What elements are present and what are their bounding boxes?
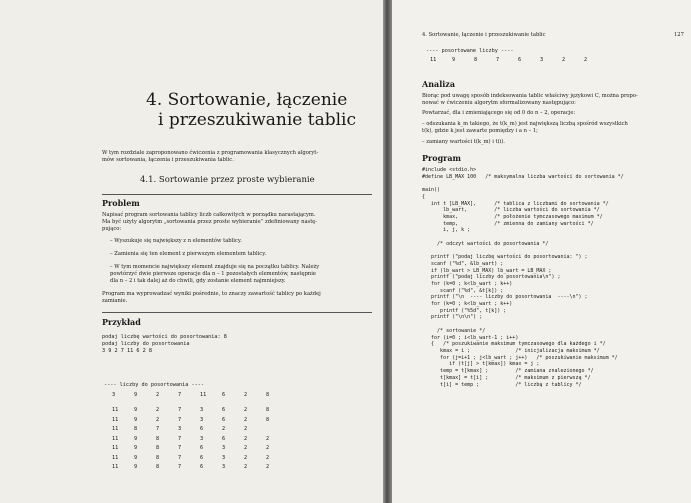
result-table [112, 392, 288, 474]
table-cell: 2 [266, 454, 270, 461]
table-cell: 9 [134, 407, 138, 413]
step-item: dla n – 2 i tak dalej aż do chwili, gdy zostanie element najmniejszy. [110, 278, 286, 284]
example-line: 3 9 2 7 11 6 2 8 [102, 348, 152, 354]
problem-line: Napisać program sortowania tablicy liczb całkowitych w porządku narastającym. [102, 212, 316, 218]
table-cell: 8 [266, 392, 270, 398]
sorted-cell: 2 [584, 57, 588, 63]
table-cell: 6 [200, 445, 204, 451]
table-cell: 2 [222, 426, 226, 432]
table-cell: 8 [156, 435, 160, 442]
table-cell: 8 [266, 416, 270, 423]
table-cell: 11 [112, 464, 119, 470]
intro-line1: W tym rozdziale zaproponowano ćwiczenia z programowania klasycznych algoryt- [102, 150, 319, 156]
step-item: – Zamienia się ten element z pierwszym elementem tablicy. [110, 251, 267, 257]
program-heading: Program [422, 153, 462, 163]
right-page [392, 0, 691, 503]
table-cell: 11 [112, 435, 119, 442]
section-title: 4.1. Sortowanie przez proste wybieranie [140, 175, 315, 185]
table-cell: 7 [178, 416, 182, 423]
table-cell: 7 [178, 407, 182, 413]
table-cell: 11 [112, 454, 119, 461]
divider [102, 312, 372, 313]
table-cell: 2 [266, 435, 270, 442]
table-cell: 3 [222, 454, 226, 461]
table-cell: 2 [244, 407, 248, 413]
table-cell: 6 [200, 454, 204, 461]
table-cell: 7 [178, 445, 182, 451]
page-number: 127 [674, 32, 684, 38]
program-code: #include <stdio.h> #define LB_MAX 100 /* maksymalna liczba wartości do sortowania */ main() { int t [LB_MAX], /* tablica z liczbami do sortowania */ lb_wart, /* liczba wartości do sortowania */ kmax, /* położenie tymczasowego maximum */ temp, /* zmienna do zamiany wartości */ i, j, k ; /* odczyt wartości do posortowania */ printf ("podaj liczbę wartości do posortowania: ") ; scanf ("%d", &lb_wart) ; if (lb_wart > LB_MAX) lb_wart = LB_MAX ; printf ("podaj liczby do posortowania\n") ; for (k=0 ; k<lb_wart ; k++) scanf ("%d", &t[k]) ; printf ("\n ---- liczby do posortowania ----\n") ; for (k=0 ; k<lb_wart ; k++) printf ("%5d", t[k]) ; printf ("\n\n") ; /* sortowanie */ for (i=0 ; i<lb_wart-1 ; i++) { /* poszukiwanie maksimum tymczasowego dla każdego i */ kmax = i ; /* inicjalizacja maksimum */ for (j=i+1 ; j<lb_wart ; j++) /* poszukiwanie maksimum */ if (t[j] > t[kmax]) kmax = j ; temp = t[kmax] ; /* zamiana znalezionego */ t[kmax] = t[i] ; /* maksimum z pierwszą */ t[i] = temp ; /* liczbą z tablicy */ [422, 167, 624, 388]
table-cell: 2 [266, 464, 270, 470]
table-cell: 3 [222, 464, 226, 470]
table-cell: 2 [244, 392, 248, 398]
table-cell: 3 [178, 426, 182, 432]
problem-line: pująco: [102, 226, 122, 232]
table-row [112, 426, 288, 433]
table-cell: 9 [134, 416, 138, 423]
table-cell: 11 [112, 407, 119, 413]
table-cell: 9 [134, 445, 138, 451]
table-cell: 11 [112, 426, 119, 432]
divider [102, 194, 372, 195]
table-cell: 11 [200, 392, 207, 398]
sorted-values [430, 57, 606, 64]
table-cell: 2 [156, 392, 160, 398]
analiza-line: Powtarzać, dla i zmieniającego się od 0 do n – 2, operacje: [422, 110, 576, 116]
chapter-title-line1: 4. Sortowanie, łączenie [146, 90, 348, 110]
table-row [112, 445, 288, 452]
table-cell: 3 [200, 416, 204, 423]
intro-line2: mów sortowania, łączenia i przeszukiwania tablic. [102, 157, 234, 163]
table-cell: 3 [200, 407, 204, 413]
table-cell: 3 [222, 445, 226, 451]
table-cell: 6 [200, 464, 204, 470]
analiza-line: Biorąc pod uwagę sposób indeksowania tablic właściwy językowi C, można propo- [422, 93, 638, 99]
table-cell: 9 [134, 464, 138, 470]
example-heading: Przykład [102, 317, 141, 327]
table-cell: 6 [222, 392, 226, 398]
table-cell: 6 [200, 426, 204, 432]
table-row [112, 436, 288, 443]
table-cell: 2 [244, 464, 248, 470]
book-spine [383, 0, 392, 503]
sorted-cell: 6 [518, 57, 522, 63]
sorted-cell: 3 [540, 57, 544, 63]
table-cell: 2 [244, 445, 248, 451]
table-cell: 8 [156, 464, 160, 470]
sorted-cell: 8 [474, 57, 478, 63]
table-cell: 7 [178, 464, 182, 470]
table-cell: 8 [266, 407, 270, 413]
sorted-cell: 2 [562, 57, 566, 63]
table-row [112, 407, 288, 414]
table-cell: 8 [134, 426, 138, 432]
sorted-cell: 7 [496, 57, 500, 63]
table-cell: 2 [156, 407, 160, 413]
example-line: podaj liczbę wartości do posortowania: 8 [102, 334, 227, 340]
sorted-cell: 11 [430, 57, 437, 63]
example-line: podaj liczby do posortowania [102, 341, 190, 347]
table-cell: 2 [244, 435, 248, 442]
sorted-header: ---- posortowane liczby ---- [426, 48, 514, 54]
table-row [112, 417, 288, 424]
problem-line: Ma być użyty algorytm „sortowania przez proste wybieranie” zdefiniowany nastę- [102, 219, 318, 225]
analiza-line: – zamiany wartości t(k_m) i t(i). [422, 139, 505, 145]
table-cell: 2 [244, 426, 248, 432]
table-cell: 3 [200, 435, 204, 442]
table-cell: 2 [266, 445, 270, 451]
problem-heading: Problem [102, 198, 140, 208]
sorted-cell: 9 [452, 57, 456, 63]
table-cell: 7 [178, 392, 182, 398]
table-cell: 9 [134, 392, 138, 398]
chapter-title-line2: i przeszukiwanie tablic [158, 110, 357, 130]
table-header: ---- liczby do posortowania ---- [104, 382, 204, 388]
table-cell: 11 [112, 445, 119, 451]
table-cell: 7 [178, 435, 182, 442]
table-cell: 8 [156, 445, 160, 451]
output-line1: Program ma wyprowadzać wyniki pośrednie, to znaczy zawartość tablicy po każdej [102, 291, 321, 297]
analiza-heading: Analiza [422, 79, 456, 89]
table-cell: 2 [244, 454, 248, 461]
table-cell: 11 [112, 416, 119, 423]
step-item: powtórzyć dwie pierwsze operacje dla n – 1 pozostałych elementów, następnie [110, 271, 316, 277]
output-line2: zamianie. [102, 298, 128, 304]
table-cell: 7 [156, 426, 160, 432]
table-row [112, 464, 288, 471]
running-head: 4. Sortowanie, łączenie i przeszukiwanie tablic [422, 32, 546, 38]
table-cell: 8 [156, 454, 160, 461]
table-cell: 9 [134, 435, 138, 442]
table-cell: 6 [222, 416, 226, 423]
table-row [112, 392, 288, 399]
analiza-line: nować w ćwiczeniu algorytm sformalizowany następująco: [422, 100, 576, 106]
table-cell: 6 [222, 407, 226, 413]
table-cell: 2 [156, 416, 160, 423]
table-cell: 7 [178, 454, 182, 461]
table-row [112, 455, 288, 462]
table-cell: 3 [112, 392, 116, 398]
table-cell: 6 [222, 435, 226, 442]
step-item: – W tym momencie największy element znajduje się na początku tablicy. Należy [110, 264, 320, 270]
analiza-line: – odszukania k_m takiego, że t(k_m) jest największą liczbą spośród wszystkich [422, 121, 628, 127]
analiza-line: t(k), gdzie k jest zawarte pomiędzy i a n – 1; [422, 128, 538, 134]
table-cell: 9 [134, 454, 138, 461]
table-cell: 2 [244, 416, 248, 423]
step-item: – Wyszukuje się największy z n elementów tablicy. [110, 238, 242, 244]
